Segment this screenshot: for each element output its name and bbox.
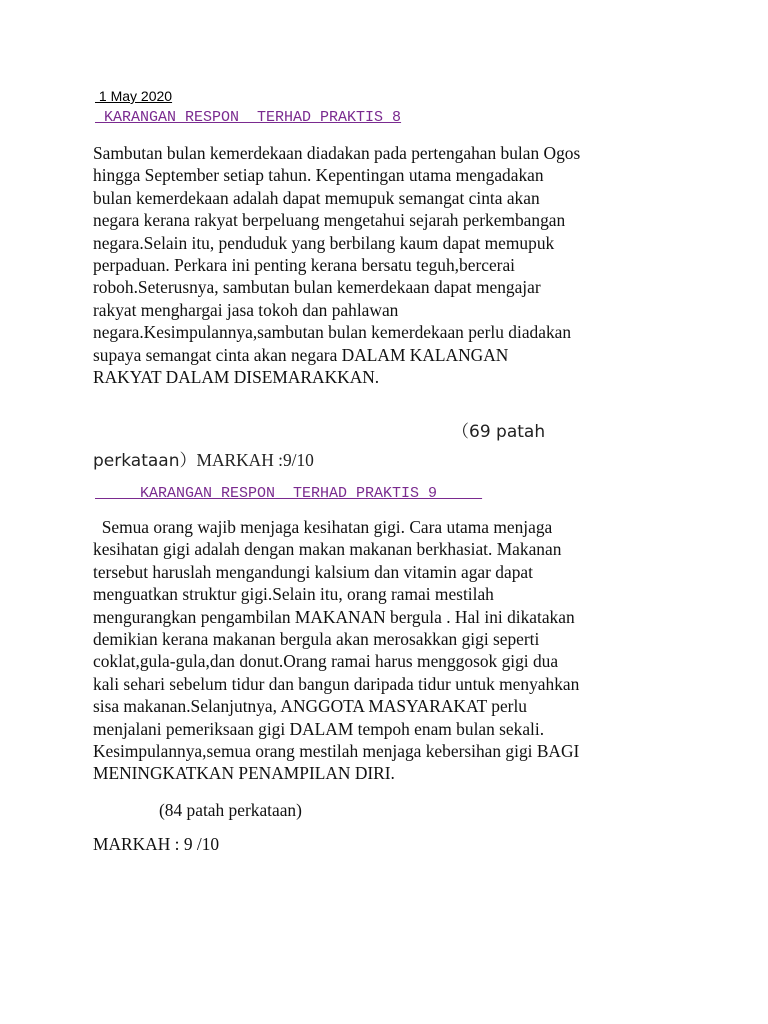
paragraph-line: tersebut haruslah mengandungi kalsium dan vitamin agar dapat [93, 561, 533, 582]
paragraph-line: roboh.Seterusnya, sambutan bulan kemerdekaan dapat mengajar [93, 277, 541, 298]
word-count-praktis-8: （69 patah [452, 422, 546, 442]
paragraph-line: Sambutan bulan kemerdekaan diadakan pada pertengahan bulan Ogos [93, 143, 581, 163]
paragraph-line: kali sehari sebelum tidur dan bangun daripada tidur untuk menyahkan [93, 673, 580, 694]
word-count-praktis-9: (84 patah perkataan) [159, 800, 302, 820]
essay-paragraph-praktis-8 [93, 142, 685, 388]
marks-line-praktis-8 [93, 446, 314, 471]
paragraph-line: negara kerana rakyat berpeluang mengetahui sejarah perkembangan [93, 210, 566, 231]
paragraph-line: RAKYAT DALAM DISEMARAKKAN. [93, 367, 380, 388]
paragraph-line: demikian kerana makanan bergula akan merosakkan gigi seperti [93, 629, 540, 650]
paragraph-line: menguatkan struktur gigi.Selain itu, orang ramai mestilah [93, 584, 494, 605]
paragraph-line: coklat,gula-gula,dan donut.Orang ramai harus menggosok gigi dua [93, 651, 559, 672]
paragraph-line: sisa makanan.Selanjutnya, ANGGOTA MASYARAKAT perlu [93, 696, 527, 717]
paragraph-line: mengurangkan pengambilan MAKANAN bergula . Hal ini dikatakan [93, 606, 575, 627]
paragraph-line: menjalani pemeriksaan gigi DALAM tempoh enam bulan sekali. [93, 718, 545, 739]
paragraph-line: negara.Kesimpulannya,sambutan bulan kemerdekaan perlu diadakan [93, 322, 572, 343]
marks-praktis-9: MARKAH : 9 /10 [93, 834, 220, 854]
paragraph-line: MENINGKATKAN PENAMPILAN DIRI. [93, 763, 395, 784]
document-date: 1 May 2020 [95, 88, 173, 104]
paragraph-line: hingga September setiap tahun. Kepentingan utama mengadakan [93, 165, 544, 186]
paragraph-line: supaya semangat cinta akan negara DALAM KALANGAN [93, 344, 509, 365]
paragraph-line: negara.Selain itu, penduduk yang berbilang kaum dapat memupuk [93, 232, 555, 253]
paragraph-line: Semua orang wajib menjaga kesihatan gigi. Cara utama menjaga [93, 517, 553, 537]
paragraph-line: bulan kemerdekaan adalah dapat memupuk semangat cinta akan [93, 187, 540, 208]
essay-heading-praktis-9: KARANGAN RESPON TERHAD PRAKTIS 9 [95, 485, 483, 502]
paragraph-line: Kesimpulannya,semua orang mestilah menjaga kebersihan gigi BAGI [93, 741, 580, 762]
paragraph-line: rakyat menghargai jasa tokoh dan pahlawan [93, 299, 399, 320]
word-count-continuation: perkataan） [93, 451, 197, 471]
paragraph-line: perpaduan. Perkara ini penting kerana bersatu teguh,bercerai [93, 255, 516, 276]
essay-heading-praktis-8: KARANGAN RESPON TERHAD PRAKTIS 8 [95, 109, 402, 126]
paragraph-line: kesihatan gigi adalah dengan makan makanan berkhasiat. Makanan [93, 539, 562, 560]
essay-paragraph-praktis-9 [93, 516, 685, 785]
marks-praktis-8: MARKAH :9/10 [196, 450, 314, 470]
